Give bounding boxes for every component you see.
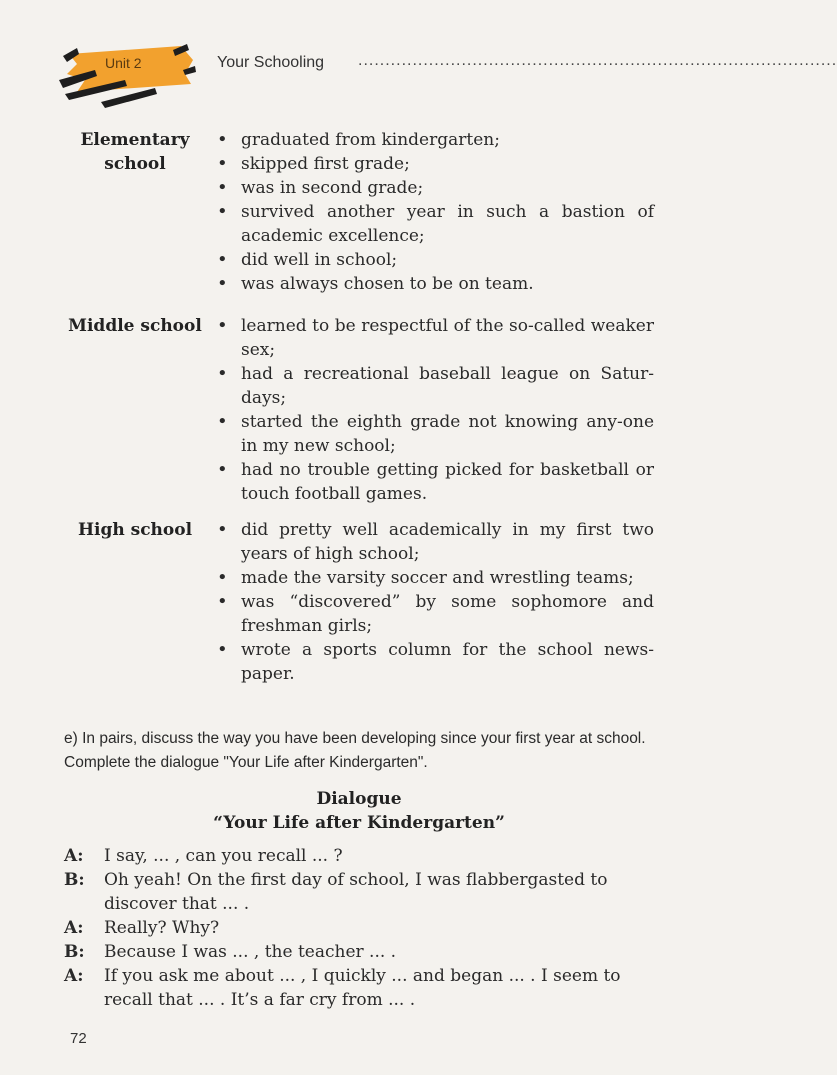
list-item: • survived another year in such a bastion of academic excellence; xyxy=(217,200,654,248)
list-item: • made the varsity soccer and wrestling teams; xyxy=(217,566,654,590)
dialogue-line xyxy=(64,916,654,940)
unit-label: Unit 2 xyxy=(105,55,142,71)
speaker: A: xyxy=(64,966,84,986)
bullet-list xyxy=(217,518,654,686)
exercise-instruction: e) In pairs, discuss the way you have been developing since your first year at school. Complete the dialogue "Your Life after Kindergarten". xyxy=(64,730,646,771)
list-item: • wrote a sports column for the school news-paper. xyxy=(217,638,654,686)
speaker: A: xyxy=(64,846,84,866)
list-item: • had no trouble getting picked for basketball or touch football games. xyxy=(217,458,654,506)
bullet-list xyxy=(217,314,654,506)
dialogue-title: “Your Life after Kindergarten” xyxy=(213,813,505,833)
page-number: 72 xyxy=(70,1030,87,1047)
list-item: • did pretty well academically in my first two years of high school; xyxy=(217,518,654,566)
list-item: • started the eighth grade not knowing any-one in my new school; xyxy=(217,410,654,458)
section-label: Elementary school xyxy=(80,130,190,174)
list-item: • was always chosen to be on team. xyxy=(217,272,654,296)
dialogue-heading: Dialogue xyxy=(316,789,402,809)
dialogue-line xyxy=(64,964,654,1012)
bullet-list xyxy=(217,128,654,296)
list-item: • was in second grade; xyxy=(217,176,654,200)
list-item: • skipped first grade; xyxy=(217,152,654,176)
list-item: • was “discovered” by some sophomore and freshman girls; xyxy=(217,590,654,638)
section-title: Your Schooling xyxy=(217,54,325,71)
speaker: B: xyxy=(64,942,85,962)
dialogue-line xyxy=(64,940,654,964)
line-text: If you ask me about ... , I quickly ... and began ... . I seem to recall that ... . It’s a far cry from ... . xyxy=(104,966,621,1010)
section-label: High school xyxy=(77,520,193,540)
line-text: Because I was ... , the teacher ... . xyxy=(104,942,397,962)
brush-stroke-icon xyxy=(55,40,205,110)
leader-dots: ........................................................................................ xyxy=(358,52,837,69)
unit-badge xyxy=(55,40,205,110)
dialogue xyxy=(64,844,654,1012)
line-text: Oh yeah! On the first day of school, I was flabbergasted to discover that ... . xyxy=(104,870,608,914)
line-text: I say, ... , can you recall ... ? xyxy=(104,846,343,866)
list-item: • had a recreational baseball league on Satur-days; xyxy=(217,362,654,410)
section-label: Middle school xyxy=(68,316,202,336)
dialogue-line xyxy=(64,844,654,868)
line-text: Really? Why? xyxy=(104,918,220,938)
page-header xyxy=(55,40,837,110)
list-item: • graduated from kindergarten; xyxy=(217,128,654,152)
speaker: B: xyxy=(64,870,85,890)
list-item: • learned to be respectful of the so-called weaker sex; xyxy=(217,314,654,362)
dialogue-line xyxy=(64,868,654,916)
speaker: A: xyxy=(64,918,84,938)
list-item: • did well in school; xyxy=(217,248,654,272)
